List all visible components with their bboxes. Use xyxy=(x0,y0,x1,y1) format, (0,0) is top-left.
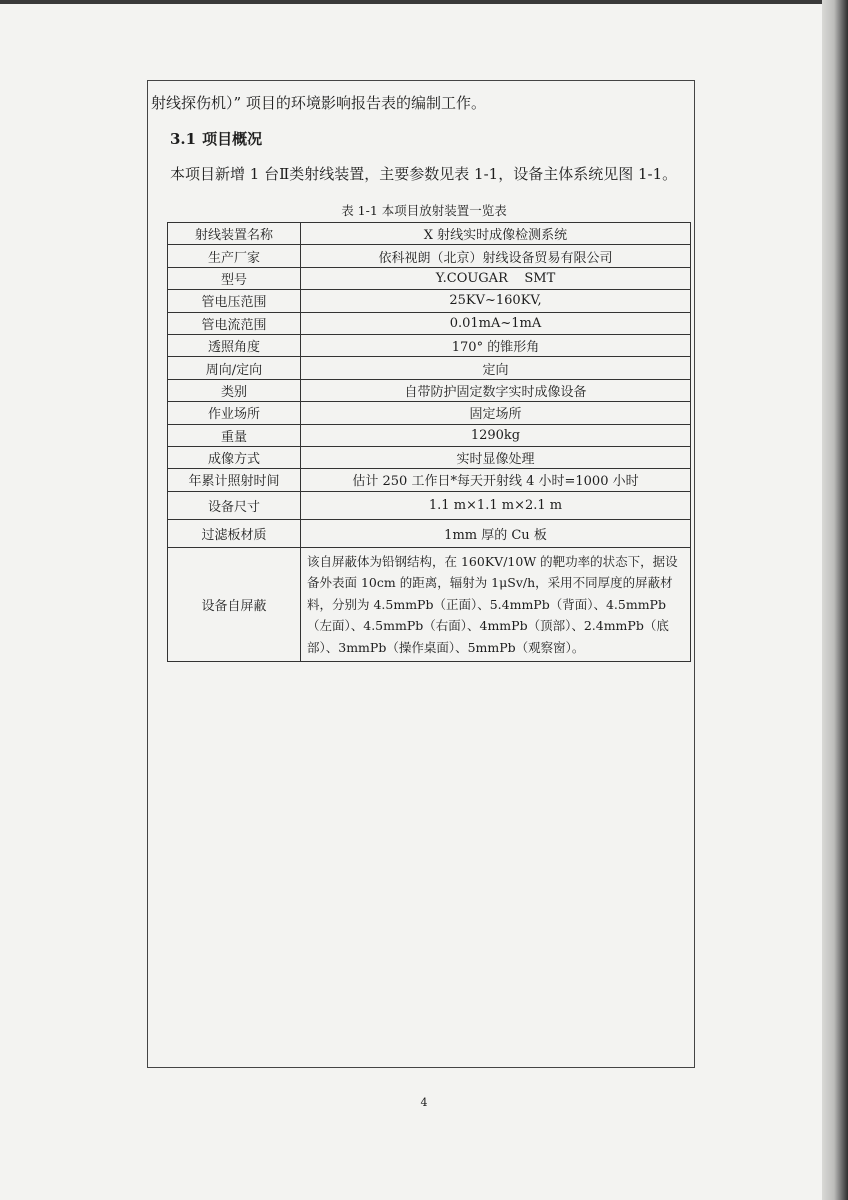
row-label: 生产厂家 xyxy=(168,245,301,267)
table-row-shielding xyxy=(168,547,691,662)
row-value: 实时显像处理 xyxy=(301,446,691,468)
row-label: 射线装置名称 xyxy=(168,223,301,245)
row-value: 依科视朗（北京）射线设备贸易有限公司 xyxy=(301,245,691,267)
table-row xyxy=(168,402,691,424)
shielding-description: 该自屏蔽体为铅钢结构，在 160KV/10W 的靶功率的状态下，据设备外表面 10cm 的距离，辐射为 1μSv/h，采用不同厚度的屏蔽材料，分别为 4.5mmPb（正面）、5.4mmPb（背面）、4.5mmPb（左面）、4.5mmPb（右面）、4mmPb（顶部）、2.4mmPb（底部）、3mmPb（操作桌面）、5mmPb（观察窗）。 xyxy=(301,547,691,662)
intro-paragraph: 本项目新增 1 台Ⅱ类射线装置，主要参数见表 1-1，设备主体系统见图 1-1。 xyxy=(170,165,678,183)
table-row xyxy=(168,334,691,356)
section-title: 项目概况 xyxy=(202,130,263,148)
table-row xyxy=(168,379,691,401)
row-label: 年累计照射时间 xyxy=(168,469,301,491)
row-label: 管电流范围 xyxy=(168,312,301,334)
row-label: 过滤板材质 xyxy=(168,519,301,547)
row-value: 1mm 厚的 Cu 板 xyxy=(301,519,691,547)
row-label: 管电压范围 xyxy=(168,290,301,312)
row-value: 固定场所 xyxy=(301,402,691,424)
table-row xyxy=(168,446,691,468)
table-row xyxy=(168,223,691,245)
row-label: 设备自屏蔽 xyxy=(168,547,301,662)
device-parameters-table xyxy=(167,222,691,662)
table-row xyxy=(168,491,691,519)
row-label: 型号 xyxy=(168,267,301,289)
continuation-paragraph: 射线探伤机）” 项目的环境影响报告表的编制工作。 xyxy=(151,94,486,112)
table-row xyxy=(168,519,691,547)
row-label: 重量 xyxy=(168,424,301,446)
row-label: 设备尺寸 xyxy=(168,491,301,519)
row-value: 25KV~160KV, xyxy=(301,290,691,312)
row-value: 估计 250 工作日*每天开射线 4 小时=1000 小时 xyxy=(301,469,691,491)
row-value: 170° 的锥形角 xyxy=(301,334,691,356)
page-number: 4 xyxy=(420,1096,428,1109)
row-value: 自带防护固定数字实时成像设备 xyxy=(301,379,691,401)
row-value: 1290kg xyxy=(301,424,691,446)
table-row xyxy=(168,290,691,312)
row-label: 类别 xyxy=(168,379,301,401)
row-value: 1.1 m×1.1 m×2.1 m xyxy=(301,491,691,519)
row-value: Y.COUGAR SMT xyxy=(301,267,691,289)
table-row xyxy=(168,245,691,267)
row-label: 周向/定向 xyxy=(168,357,301,379)
table-caption: 表 1-1 本项目放射装置一览表 xyxy=(341,203,507,218)
row-label: 作业场所 xyxy=(168,402,301,424)
table-row xyxy=(168,469,691,491)
table-row xyxy=(168,357,691,379)
row-value: 定向 xyxy=(301,357,691,379)
row-value: 0.01mA~1mA xyxy=(301,312,691,334)
scan-top-edge xyxy=(0,0,848,4)
table-row xyxy=(168,424,691,446)
row-value: X 射线实时成像检测系统 xyxy=(301,223,691,245)
table-row xyxy=(168,312,691,334)
row-label: 成像方式 xyxy=(168,446,301,468)
section-number: 3.1 xyxy=(170,130,197,148)
row-label: 透照角度 xyxy=(168,334,301,356)
table-row xyxy=(168,267,691,289)
scan-right-edge-shadow xyxy=(822,0,848,1200)
section-heading xyxy=(170,128,262,149)
